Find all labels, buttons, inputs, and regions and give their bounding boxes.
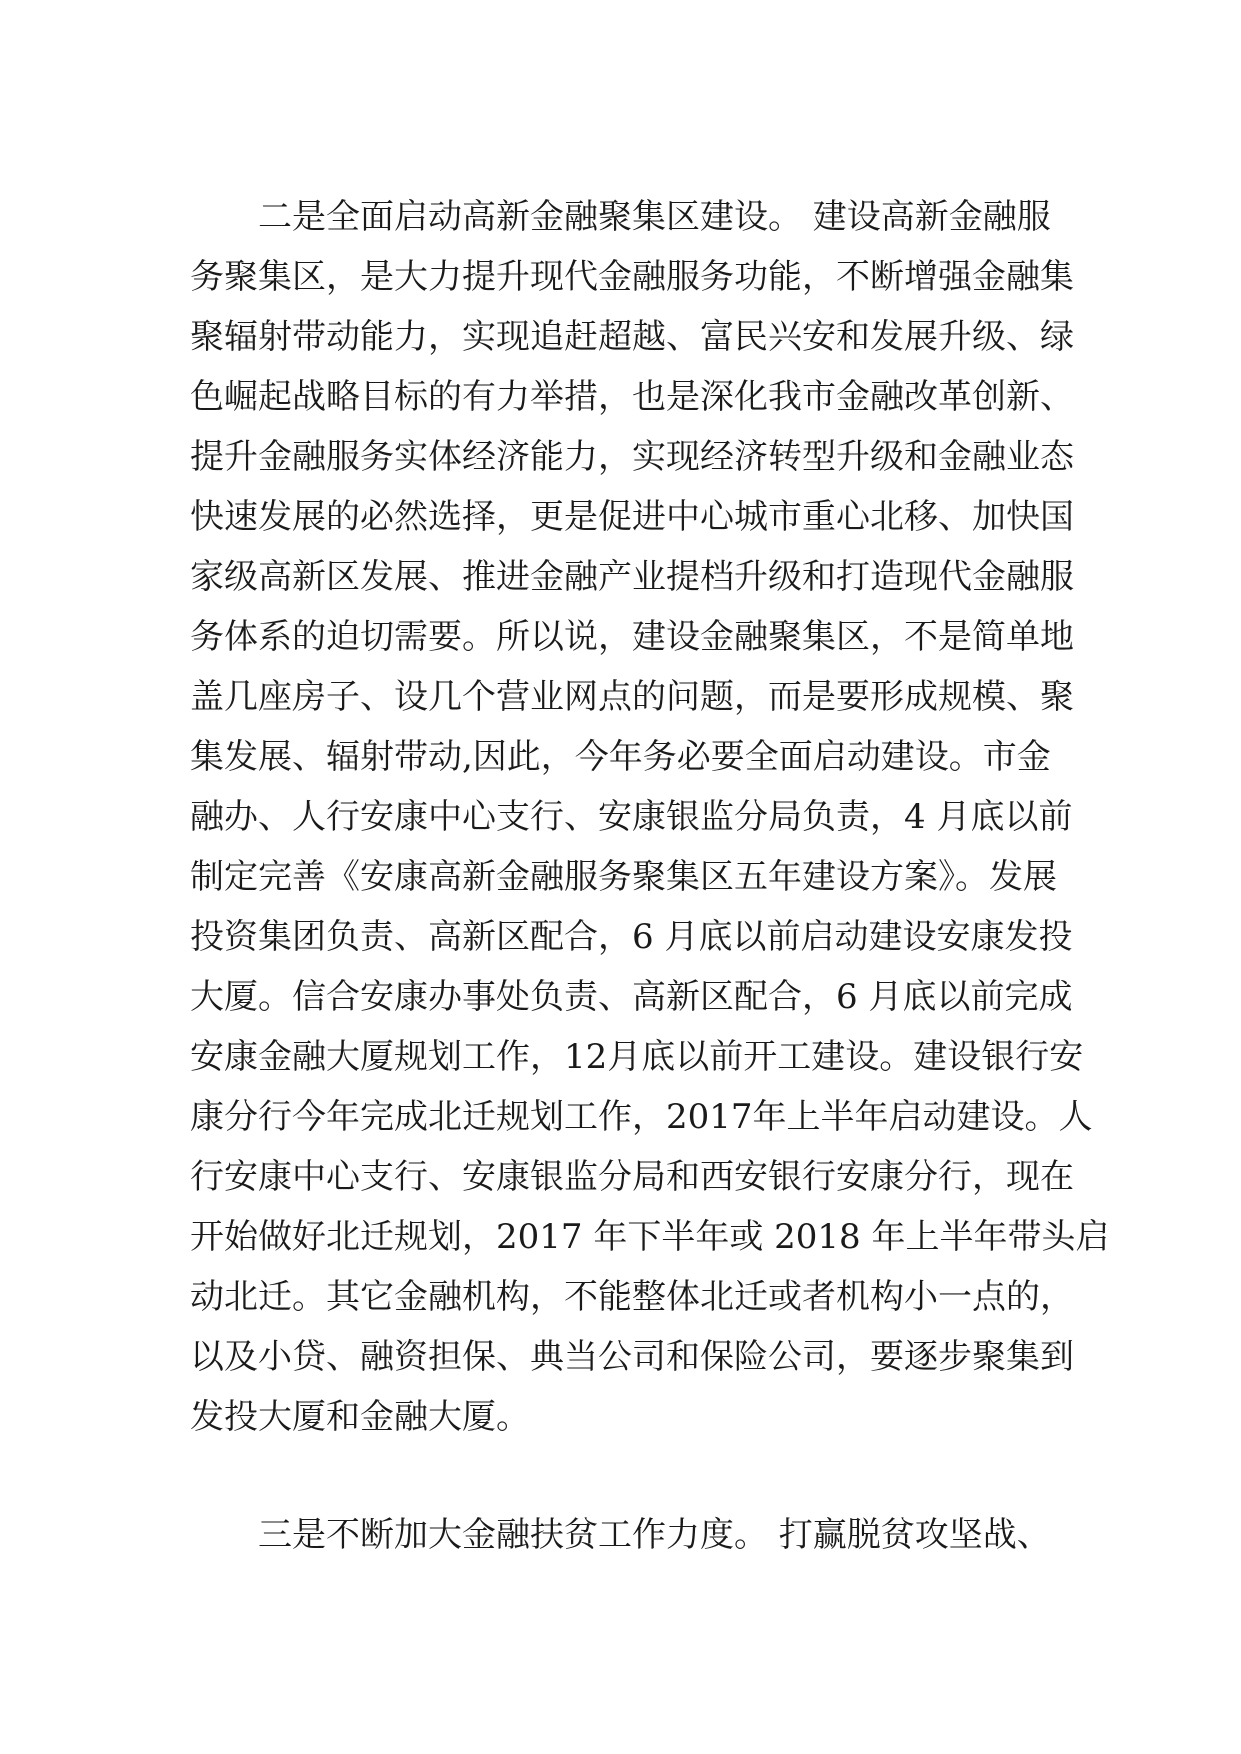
paragraph-2-line-20: 以及小贷、融资担保、典当公司和保险公司，要逐步聚集到 — [190, 1337, 1074, 1377]
paragraph-2-line-5: 提升金融服务实体经济能力，实现经济转型升级和金融业态 — [190, 437, 1074, 477]
paragraph-2-line-21: 发投大厦和金融大厦。 — [190, 1397, 530, 1437]
paragraph-2-line-15: 安康金融大厦规划工作，12月底以前开工建设。建设银行安 — [190, 1037, 1084, 1077]
paragraph-2-line-10: 集发展、辐射带动,因此，今年务必要全面启动建设。市金 — [190, 737, 1051, 777]
paragraph-2-line-14: 大厦。信合安康办事处负责、高新区配合，6 月底以前完成 — [190, 977, 1073, 1017]
paragraph-2-line-8: 务体系的迫切需要。所以说，建设金融聚集区，不是简单地 — [190, 617, 1074, 657]
paragraph-2-line-3: 聚辐射带动能力，实现追赶超越、富民兴安和发展升级、绿 — [190, 317, 1074, 357]
paragraph-2-line-11: 融办、人行安康中心支行、安康银监分局负责，4 月底以前 — [190, 797, 1073, 837]
paragraph-2-line-16: 康分行今年完成北迁规划工作，2017年上半年启动建设。人 — [190, 1097, 1093, 1137]
paragraph-2-line-2: 务聚集区，是大力提升现代金融服务功能，不断增强金融集 — [190, 257, 1074, 297]
paragraph-2-line-18: 开始做好北迁规划，2017 年下半年或 2018 年上半年带头启 — [190, 1217, 1110, 1257]
paragraph-2-line-17: 行安康中心支行、安康银监分局和西安银行安康分行，现在 — [190, 1157, 1074, 1197]
paragraph-2-line-13: 投资集团负责、高新区配合，6 月底以前启动建设安康发投 — [190, 917, 1073, 957]
paragraph-2-line-19: 动北迁。其它金融机构，不能整体北迁或者机构小一点的， — [190, 1277, 1074, 1317]
paragraph-2-line-6: 快速发展的必然选择，更是促进中心城市重心北移、加快国 — [190, 497, 1074, 537]
paragraph-2-line-12: 制定完善《安康高新金融服务聚集区五年建设方案》。发展 — [190, 857, 1057, 897]
paragraph-2-line-4: 色崛起战略目标的有力举措，也是深化我市金融改革创新、 — [190, 377, 1074, 417]
paragraph-2-line-7: 家级高新区发展、推进金融产业提档升级和打造现代金融服 — [190, 557, 1074, 597]
paragraph-3-line-1: 三是不断加大金融扶贫工作力度。 打赢脱贫攻坚战、 — [258, 1515, 1051, 1555]
paragraph-2-line-9: 盖几座房子、设几个营业网点的问题，而是要形成规模、聚 — [190, 677, 1074, 717]
paragraph-2-line-1: 二是全面启动高新金融聚集区建设。 建设高新金融服 — [258, 197, 1051, 237]
